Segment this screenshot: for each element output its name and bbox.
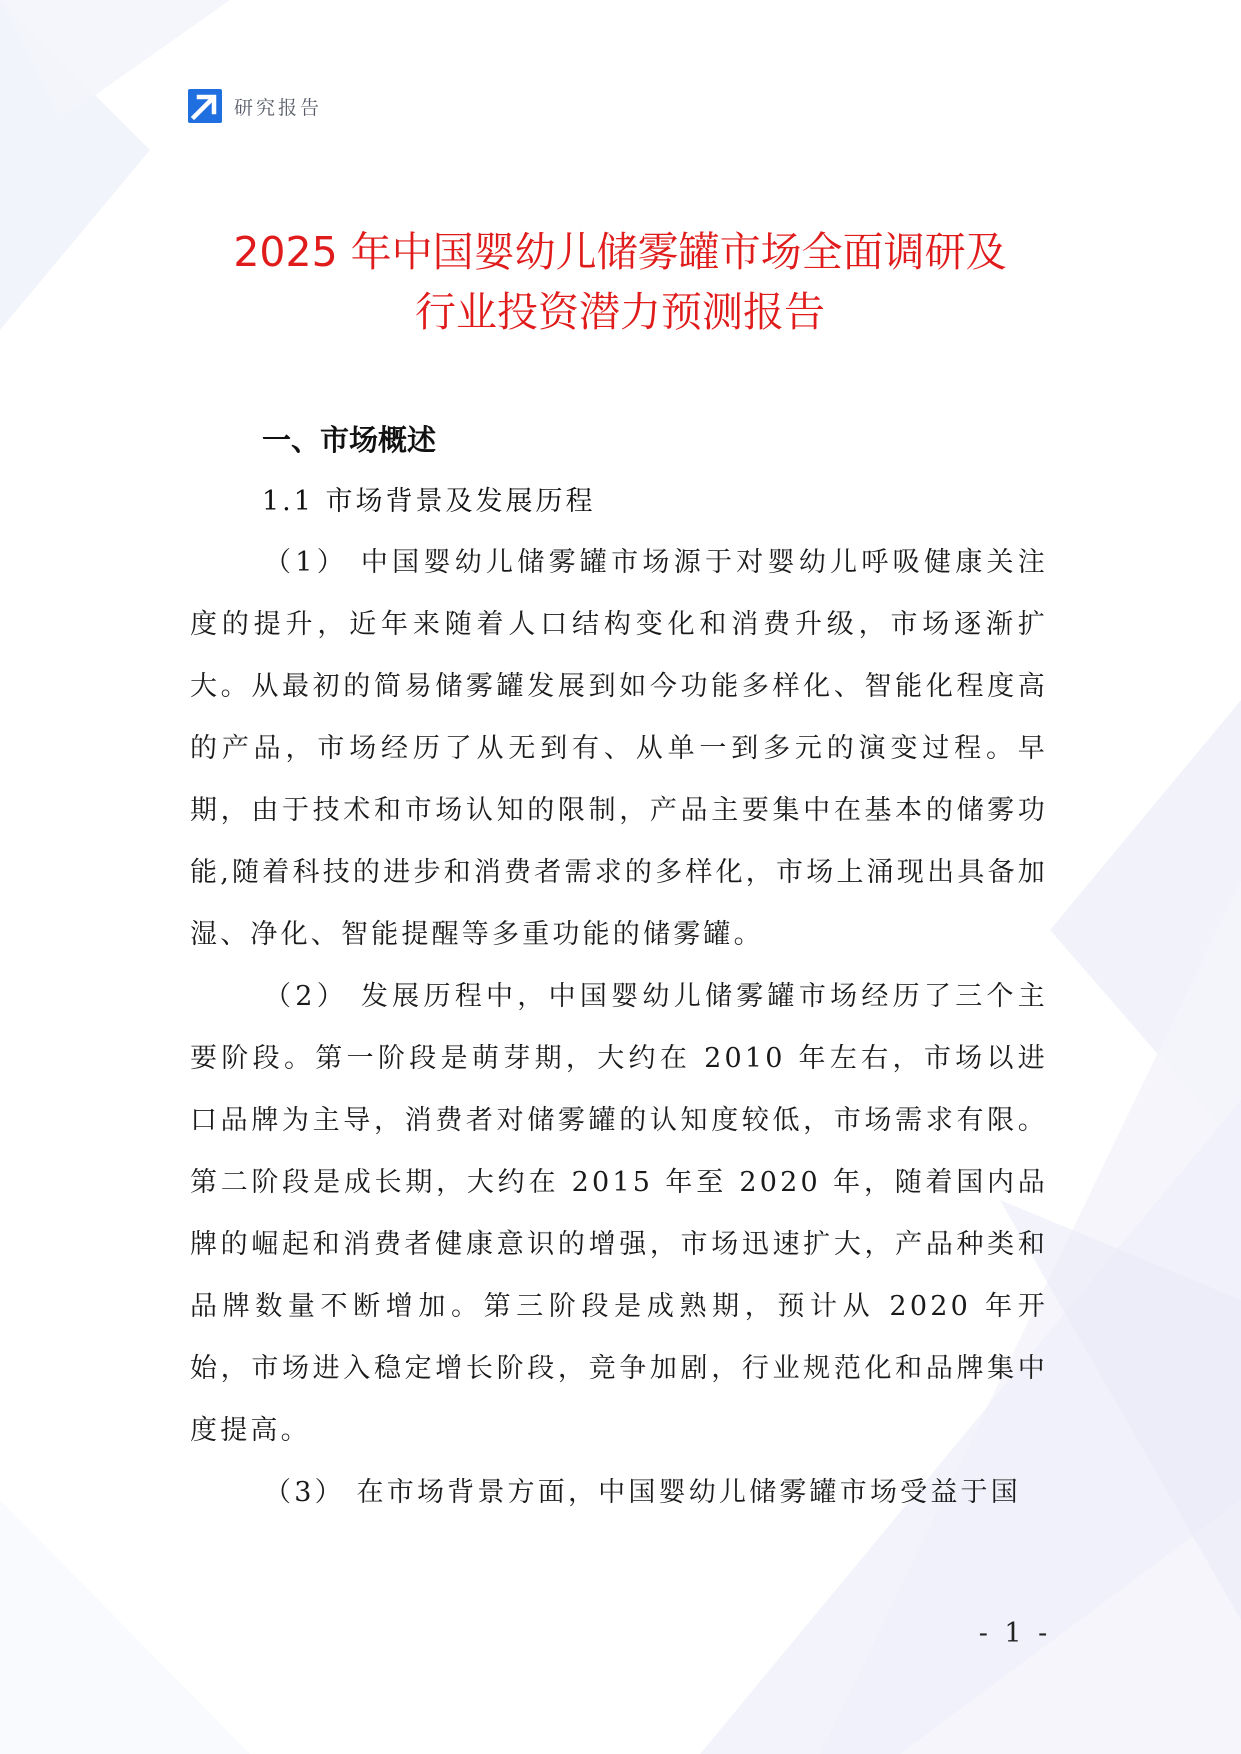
paragraph-2: （2） 发展历程中，中国婴幼儿储雾罐市场经历了三个主要阶段。第一阶段是萌芽期，大约在 2010 年左右，市场以进口品牌为主导，消费者对储雾罐的认知度较低，市场需求有限。第二阶段是成长期，大约在 2015 年至 2020 年，随着国内品牌的崛起和消费者健康意识的增强，市场迅速扩大，产品种类和品牌数量不断增加。第三阶段是成熟期，预计从 2020 年开始，市场进入稳定增长阶段，竞争加剧，行业规范化和品牌集中度提高。 [190, 981, 1048, 1446]
paragraph-3: （3） 在市场背景方面，中国婴幼儿储雾罐市场受益于国 [264, 1477, 1021, 1508]
title-line-1: 2025 年中国婴幼儿储雾罐市场全面调研及 [233, 228, 1007, 276]
report-header [188, 88, 322, 124]
title-line-2: 行业投资潜力预测报告 [415, 288, 825, 336]
body-text [190, 532, 1048, 1524]
subsection-heading: 1.1 市场背景及发展历程 [262, 486, 596, 517]
report-title [140, 222, 1100, 342]
header-label: 研究报告 [234, 96, 323, 119]
page-number: - 1 - [978, 1618, 1052, 1649]
arrow-logo-icon [188, 89, 222, 123]
paragraph-1: （1） 中国婴幼儿储雾罐市场源于对婴幼儿呼吸健康关注度的提升，近年来随着人口结构变化和消费升级，市场逐渐扩大。从最初的简易储雾罐发展到如今功能多样化、智能化程度高的产品，市场经历了从无到有、从单一到多元的演变过程。早期，由于技术和市场认知的限制，产品主要集中在基本的储雾功能,随着科技的进步和消费者需求的多样化，市场上涌现出具备加湿、净化、智能提醒等多重功能的储雾罐。 [190, 547, 1048, 950]
section-heading: 一、市场概述 [262, 423, 437, 457]
